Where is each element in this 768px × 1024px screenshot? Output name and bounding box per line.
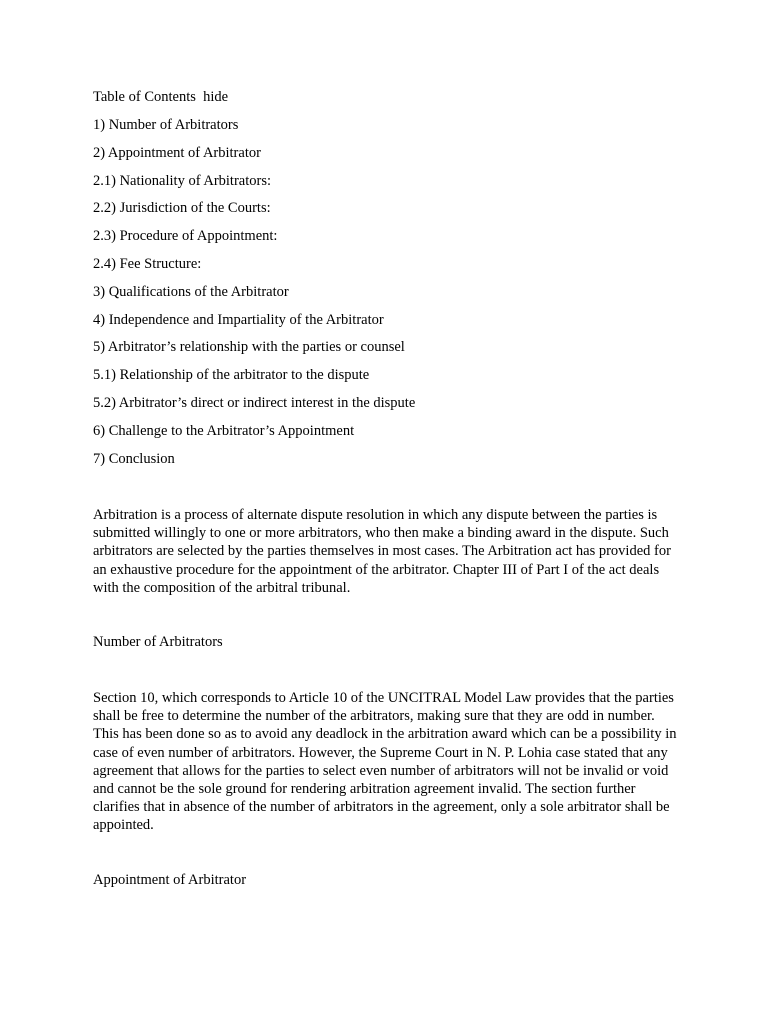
toc-item[interactable]: 2.4) Fee Structure:	[93, 255, 202, 272]
toc-item[interactable]: 2.3) Procedure of Appointment:	[93, 228, 278, 245]
heading-number-of-arbitrators: Number of Arbitrators	[93, 634, 223, 650]
heading-appointment-of-arbitrator: Appointment of Arbitrator	[93, 872, 247, 888]
intro-paragraph: Arbitration is a process of alternate dispute resolution in which any dispute between the parties is submitted willingly to one or more arbitrators, who then make a binding award in the dispute. Such arbitrators are selected by the parties themselves in most cases. The Arbitration act has provided for an exhaustive procedure for the appointment of the arbitrator. Chapter III of Part I of the act deals with the composition of the arbitral tribunal.	[93, 507, 671, 596]
toc-item[interactable]: 5.2) Arbitrator’s direct or indirect interest in the dispute	[93, 394, 416, 411]
toc-item[interactable]: 2.1) Nationality of Arbitrators:	[93, 172, 271, 189]
number-of-arbitrators-paragraph: Section 10, which corresponds to Article 10 of the UNCITRAL Model Law provides that the parties shall be free to determine the number of the arbitrators, making sure that they are odd in number. This has been done so as to avoid any deadlock in the arbitration award which can be a possibility in case of even number of arbitrators. However, the Supreme Court in N. P. Lohia case stated that any agreement that allows for the parties to select even number of arbitrators will not be invalid or void and cannot be the sole ground for rendering arbitration agreement invalid. The section further clarifies that in absence of the number of arbitrators in the agreement, only a sole arbitrator shall be appointed.	[93, 690, 677, 834]
toc-item[interactable]: 2.2) Jurisdiction of the Courts:	[93, 200, 271, 217]
toc-item[interactable]: 2) Appointment of Arbitrator	[93, 144, 261, 161]
toc-item[interactable]: 6) Challenge to the Arbitrator’s Appointment	[93, 422, 355, 439]
toc-list	[93, 116, 415, 477]
toc-item[interactable]: 7) Conclusion	[93, 450, 175, 467]
toc-item[interactable]: 1) Number of Arbitrators	[93, 117, 239, 133]
toc-item[interactable]: 5) Arbitrator’s relationship with the parties or counsel	[93, 339, 405, 356]
toc-title: Table of Contents hide	[93, 89, 229, 105]
toc-item[interactable]: 5.1) Relationship of the arbitrator to the dispute	[93, 367, 370, 384]
toc-item[interactable]: 3) Qualifications of the Arbitrator	[93, 283, 289, 300]
toc-item[interactable]: 4) Independence and Impartiality of the Arbitrator	[93, 311, 384, 328]
